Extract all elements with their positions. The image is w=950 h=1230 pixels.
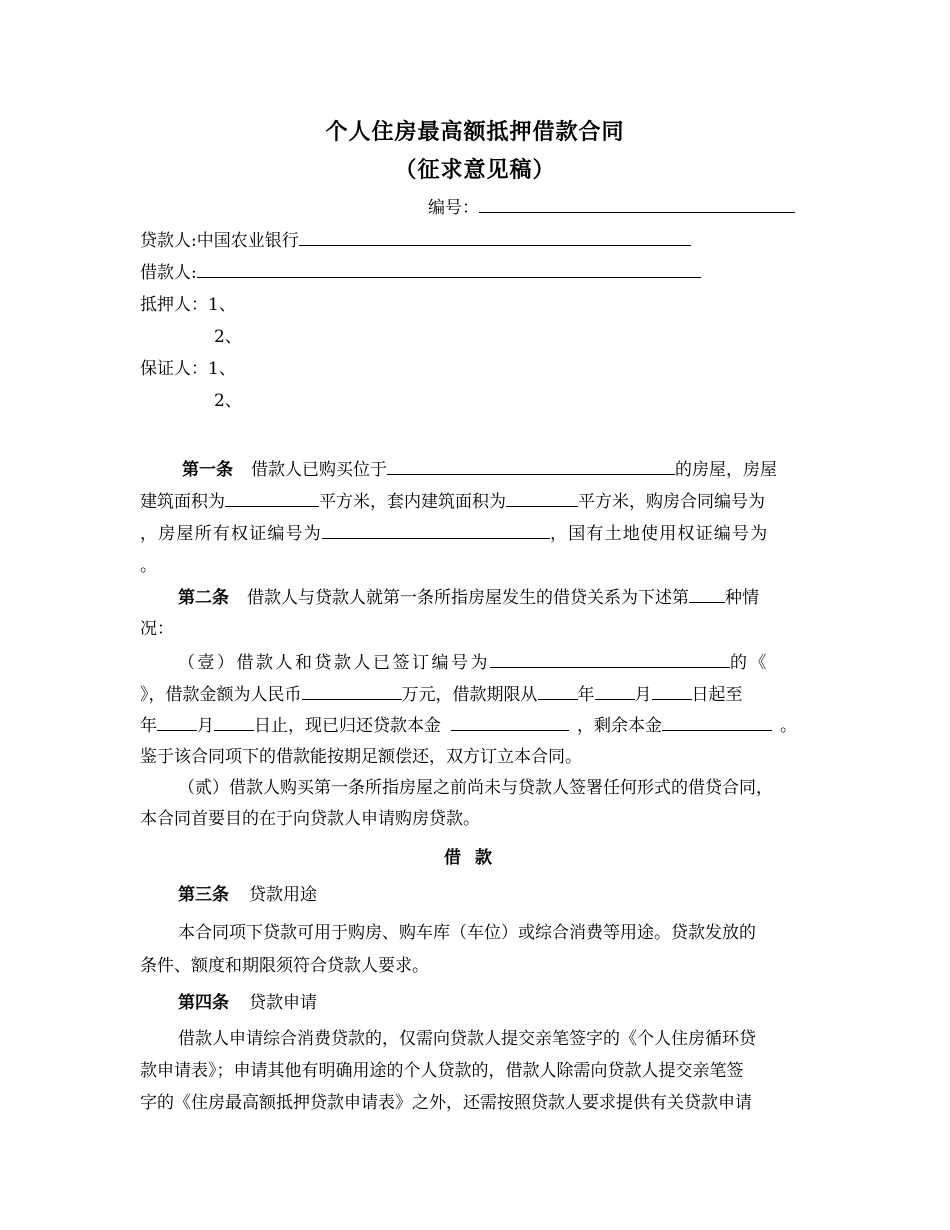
house-location-blank[interactable] [387,456,675,475]
situation-number-blank[interactable] [689,584,725,603]
article-3-line-2: 条件、额度和期限须符合贷款人要求。 [140,956,429,976]
end-year-blank[interactable] [157,712,197,731]
case-2-line-1: （贰）借款人购买第一条所指房屋之前尚未与贷款人签署任何形式的借贷合同， [178,778,773,798]
guarantor-item-1: 1、 [208,359,236,379]
contract-number-label: 编号： [428,198,479,218]
mortgagor-item-1: 1、 [208,295,236,315]
article-1-line-2: 建筑面积为 平方米，套内建筑面积为 平方米，购房合同编号为 [140,487,765,512]
document-title: 个人住房最高额抵押借款合同 [325,119,625,145]
contract-number-blank[interactable] [479,194,795,213]
guarantor-line [140,354,236,379]
remaining-principal-blank[interactable] [662,712,772,731]
article-4-name: 贷款申请 [249,993,317,1013]
lender-label: 贷款人: [140,231,197,251]
mortgagor-item-2: 2、 [214,327,242,347]
loan-amount-blank[interactable] [302,681,402,700]
mortgagor-label: 抵押人： [140,295,208,315]
start-month-blank[interactable] [595,681,635,700]
article-4-heading-line [178,988,317,1013]
article-2-heading: 第二条 [178,588,229,608]
repaid-principal-blank[interactable] [451,712,569,731]
lender-line [140,226,691,251]
article-3-name: 贷款用途 [249,885,317,905]
lender-value: 中国农业银行 [196,231,299,251]
article-3-heading-line [178,880,317,905]
building-area-blank[interactable] [225,488,319,507]
start-day-blank[interactable] [652,681,692,700]
contract-number-line [428,193,795,218]
article-4-line-2: 款申请表》；申请其他有明确用途的个人贷款的，借款人除需向贷款人提交亲笔签 [140,1061,744,1081]
mortgagor-line [140,290,236,315]
prior-contract-number-blank[interactable] [490,649,730,668]
case-1-line-4: 鉴于该合同项下的借款能按期足额偿还，双方订立本合同。 [140,747,582,767]
article-4-line-1: 借款人申请综合消费贷款的，仅需向贷款人提交亲笔签字的《个人住房循环贷 [178,1029,756,1049]
case-2-line-2: 本合同首要目的在于向贷款人申请购房贷款。 [140,809,480,829]
article-2-line-2: 况： [140,619,174,639]
lender-blank[interactable] [299,227,691,246]
article-4-heading: 第四条 [178,993,229,1013]
article-2-line-1: 第二条 借款人与贷款人就第一条所指房屋发生的借贷关系为下述第 种情 [178,583,759,608]
article-1-line-1: 第一条 借款人已购买位于 的房屋，房屋 [182,455,777,480]
case-1-line-1: （壹）借款人和贷款人已签订编号为 的《 [178,648,769,673]
end-month-blank[interactable] [214,712,254,731]
inner-area-blank[interactable] [506,488,578,507]
case-1-line-2: 》，借款金额为人民币 万元，借款期限从 年 月 日起至 [140,680,743,705]
borrower-line [140,258,701,283]
article-3-heading: 第三条 [178,885,229,905]
borrower-blank[interactable] [197,259,701,278]
case-1-line-3: 年 月 日止，现已归还贷款本金 ，剩余本金 。 [140,711,797,736]
start-year-blank[interactable] [538,681,578,700]
article-1-heading: 第一条 [182,460,233,480]
article-1-line-4: 。 [140,556,157,576]
guarantor-item-2: 2、 [214,391,242,411]
article-3-line-1: 本合同项下贷款可用于购房、购车库（车位）或综合消费等用途。贷款发放的 [178,923,756,943]
ownership-cert-blank[interactable] [322,520,550,539]
guarantor-label: 保证人： [140,359,208,379]
document-subtitle: （征求意见稿） [394,157,556,183]
borrower-label: 借款人: [140,263,197,283]
article-4-line-3: 字的《住房最高额抵押贷款申请表》之外，还需按照贷款人要求提供有关贷款申请 [140,1093,752,1113]
article-1-line-3: ，房屋所有权证编号为 ，国有土地使用权证编号为 [140,519,768,544]
section-title-loan: 借款 [444,848,506,868]
